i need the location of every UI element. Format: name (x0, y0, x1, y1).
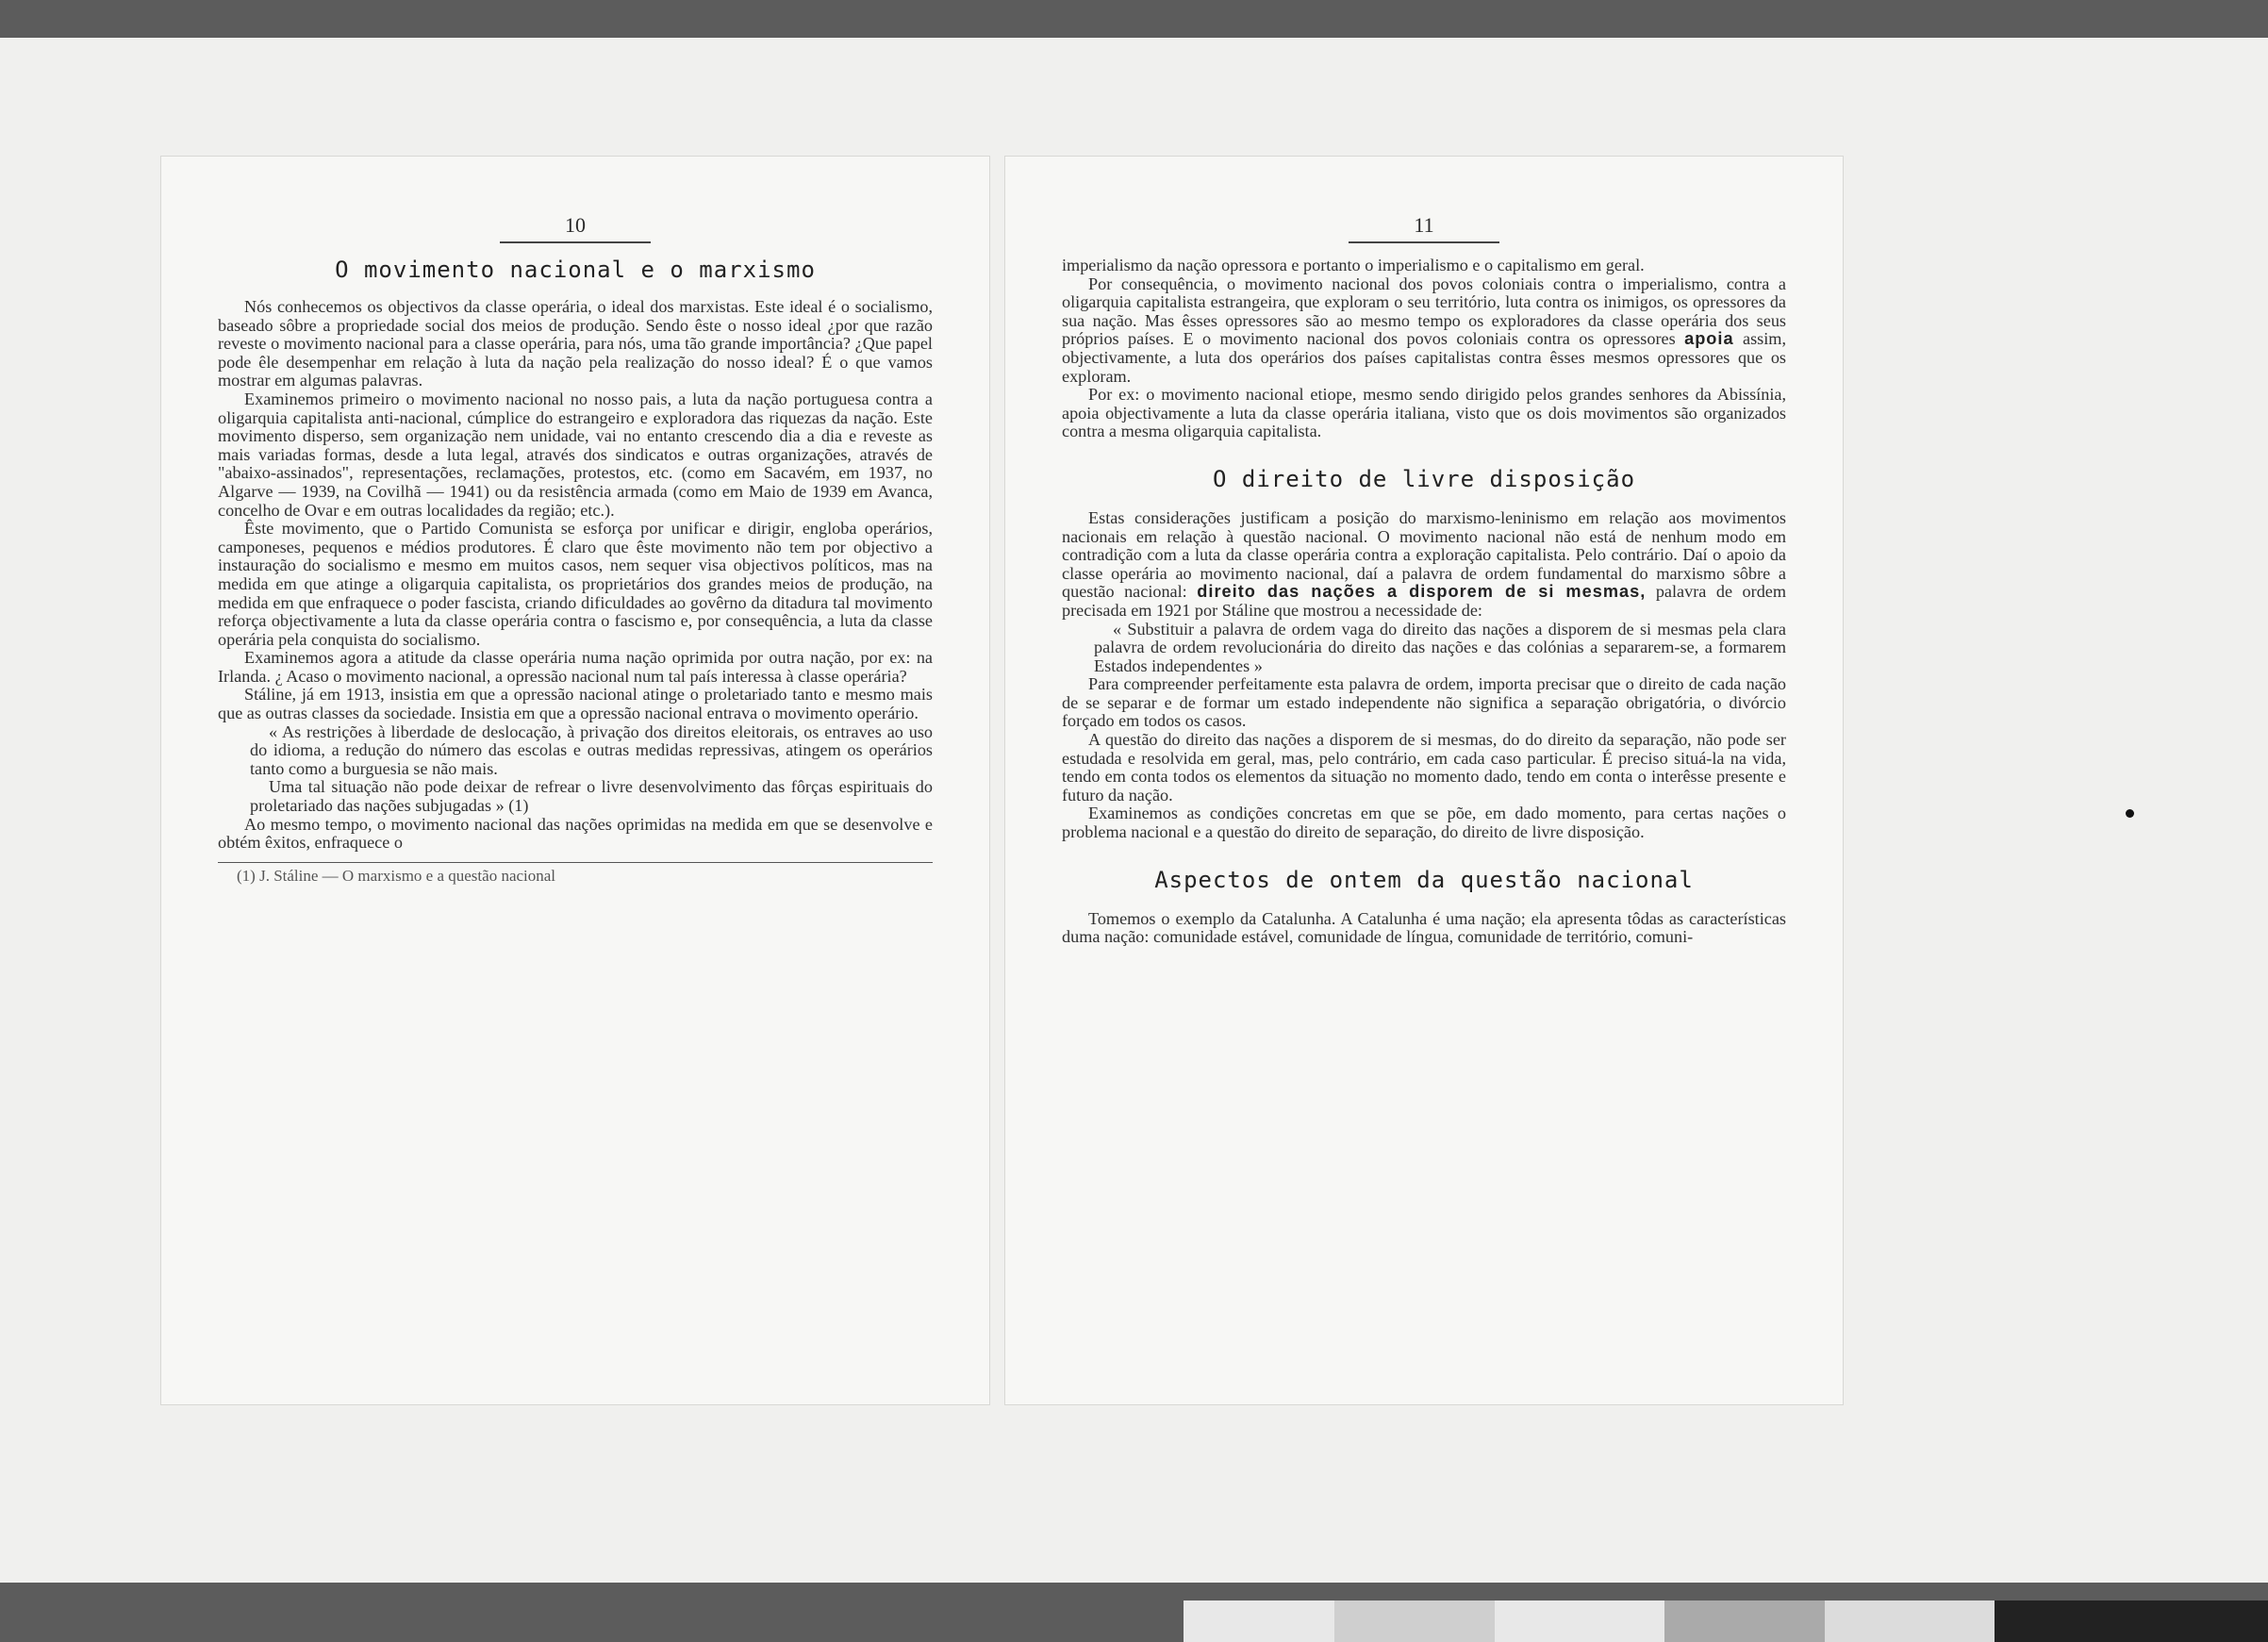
footnote-rule (218, 862, 933, 863)
emphasis-word: apoia (1684, 329, 1734, 349)
paragraph-text: Estas considerações justificam a posição do marxismo-leninismo em relação aos movimentos nacionais em relação à questão nacional. O movimento nacional não está de nenhum modo em contradição com a luta da classe operária contra a exploração capitalista. Pelo contrário. Daí o apoio da classe operária ao movimento nacional, daí a palavra de ordem fundamental do marxismo sôbre a questão nacional: (1062, 507, 1786, 602)
paragraph-text: assim, objectivamente, a luta dos operários dos países capitalistas contra êsses mesmos opressores que os exploram. (1062, 329, 1786, 386)
left-page (160, 156, 990, 1405)
paragraph: Por ex: o movimento nacional etiope, mesmo sendo dirigido pelos grandes senhores da Abissínia, apoia objectivamente a luta da classe operária italiana, visto que os dois movimentos são organizados contra a mesma oligarquia capitalista. (1062, 385, 1786, 441)
paragraph: Ao mesmo tempo, o movimento nacional das nações oprimidas na medida em que se desenvolve e obtém êxitos, enfraquece o (218, 814, 933, 853)
chapter-title: O movimento nacional e o marxismo (335, 257, 816, 283)
footnote: (1) J. Stáline — O marxismo e a questão nacional (237, 866, 556, 885)
paragraph (1062, 509, 1786, 621)
paragraph: Tomemos o exemplo da Catalunha. A Catalunha é uma nação; ela apresenta tôdas as características duma nação: comunidade estável, comunidade de língua, comunidade de território, comuni- (1062, 908, 1786, 947)
paragraph: A questão do direito das nações a disporem de si mesmas, do do direito da separação, não pode ser estudada e resolvida em geral, mas, pelo contrário, em cada caso particular. É preciso situá-la na vida, tendo em conta todos os elementos da situação no momento dado, tendo em conta o interêsse presente e futuro da nação. (1062, 730, 1786, 804)
paragraph: Êste movimento, que o Partido Comunista se esforça por unificar e dirigir, engloba operários, camponeses, pequenos e médios produtores. É claro que êste movimento não tem por objectivo a instauração do socialismo e mesmo em muitos casos, nem sequer visa objectivos políticos, mas na medida em que atinge a oligarquia capitalista, os proprietários dos grandes meios de produção, na medida em que enfraquece o poder fascista, criando dificuldades ao govêrno da ditadura tal movimento reforça objectivamente a luta da classe operária contra o fascismo e, por consequência, a luta da classe operária pela conquista do socialismo. (218, 519, 933, 649)
block-quote: « Substituir a palavra de ordem vaga do direito das nações a disporem de si mesmas pela clara palavra de ordem revolucionária do direito das nações e das colónias a separarem-se, a formarem Estados independentes » (1094, 619, 1786, 675)
right-page (1004, 156, 1844, 1405)
page-number: 11 (1349, 213, 1499, 243)
section-title: O direito de livre disposição (1212, 465, 1636, 492)
paragraph: Examinemos primeiro o movimento nacional no nosso pais, a luta da nação portuguesa contra a oligarquia capitalista anti-nacional, cúmplice do estrangeiro e exploradora das riquezas da nação. Este movimento disperso, sem organização nem unidade, vai no entanto crescendo dia a dia e reveste as mais variadas formas, desde a luta legal, através dos sindicatos e outras organizações, através de "abaixo-assinados", representações, reclamações, protestos, etc. (como em Sacavém, em 1937, no Algarve — 1939, na Covilhã — 1941) ou da resistência armada (como em Maio de 1939 em Avanca, concelho de Ovar e em outras localidades da região; etc.). (218, 389, 933, 520)
scale-ruler (1184, 1601, 2268, 1642)
section-title: Aspectos de ontem da questão nacional (1154, 866, 1694, 893)
paragraph (1062, 275, 1786, 387)
paragraph-text: palavra de ordem precisada em 1921 por Stáline que mostrou a necessidade de: (1062, 582, 1787, 620)
paragraph: imperialismo da nação opressora e portanto o imperialismo e o capitalismo em geral. (1062, 256, 1645, 274)
paragraph: Nós conhecemos os objectivos da classe operária, o ideal dos marxistas. Este ideal é o socialismo, baseado sôbre a propriedade social dos meios de produção. Sendo êste o nosso ideal ¿por que razão reveste o movimento nacional para a classe operária, para nós, uma tão grande importância? ¿Que papel pode êle desempenhar em relação à luta da nação pela realização do nosso ideal? É o que vamos mostrar em algumas palavras. (218, 297, 933, 390)
scan-background (0, 38, 2268, 1583)
emphasis-phrase: direito das nações a disporem de si mesmas, (1197, 582, 1647, 602)
page-number: 10 (500, 213, 651, 243)
scan-speck (2126, 809, 2134, 818)
block-quote: Uma tal situação não pode deixar de refrear o livre desenvolvimento das fôrças espirituais do proletariado das nações subjugadas » (1) (250, 777, 933, 816)
paragraph: Examinemos agora a atitude da classe operária numa nação oprimida por outra nação, por ex: na Irlanda. ¿ Acaso o movimento nacional, a opressão nacional num tal país interessa à classe operária? (218, 648, 933, 686)
paragraph: Examinemos as condições concretas em que se põe, em dado momento, para certas nações o problema nacional e a questão do direito de separação, do direito de livre disposição. (1062, 804, 1786, 842)
paragraph: Stáline, já em 1913, insistia em que a opressão nacional atinge o proletariado tanto e mesmo mais que as outras classes da sociedade. Insistia em que a opressão nacional entrava o movimento operário. (218, 685, 933, 723)
block-quote: « As restrições à liberdade de deslocação, à privação dos direitos eleitorais, os entraves ao uso do idioma, a redução do número das escolas e outras medidas repressivas, atingem os operários tanto como a burguesia se não mais. (250, 721, 933, 778)
paragraph-text: Por consequência, o movimento nacional dos povos coloniais contra o imperialismo, contra a oligarquia capitalista estrangeira, que exploram o seu território, luta contra os inimigos, os opressores da sua nação. Mas êsses opressores são ao mesmo tempo os exploradores da classe operária dos seus próprios países. E o movimento nacional dos povos coloniais contra os opressores (1062, 274, 1786, 349)
paragraph: Para compreender perfeitamente esta palavra de ordem, importa precisar que o direito de cada nação de se separar e de formar um estado independente não significa a separação obrigatória, o divórcio forçado em todos os casos. (1062, 674, 1786, 731)
